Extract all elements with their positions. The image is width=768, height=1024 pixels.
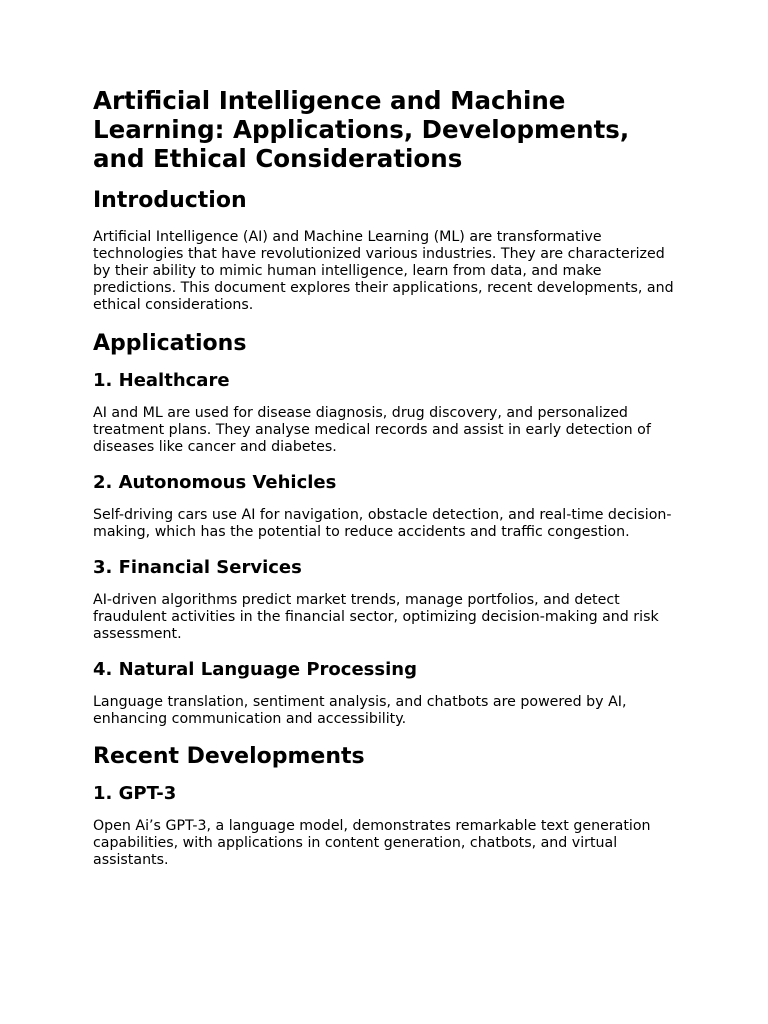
subheading-financial-services: 3. Financial Services (93, 557, 302, 578)
subheading-healthcare: 1. Healthcare (93, 370, 230, 391)
paragraph-gpt-3: Open Ai’s GPT-3, a language model, demonstrates remarkable text generation capabilities, with applications in content generation, chatbots, and virtual assistants. (93, 818, 651, 868)
subheading-natural-language-processing: 4. Natural Language Processing (93, 659, 417, 680)
subheading-gpt-3: 1. GPT-3 (93, 783, 177, 804)
paragraph-natural-language-processing: Language translation, sentiment analysis, and chatbots are powered by AI, enhancing communication and accessibility. (93, 694, 627, 727)
section-heading-introduction: Introduction (93, 188, 247, 213)
paragraph-financial-services: AI-driven algorithms predict market trends, manage portfolios, and detect fraudulent activities in the financial sector, optimizing decision-making and risk assessment. (93, 592, 659, 642)
document-title: Artificial Intelligence and Machine Learning: Applications, Developments, and Ethical Considerations (93, 86, 630, 173)
paragraph-healthcare: AI and ML are used for disease diagnosis, drug discovery, and personalized treatment plans. They analyse medical records and assist in early detection of diseases like cancer and diabetes. (93, 405, 651, 455)
document-page (93, 86, 683, 869)
introduction-paragraph: Artificial Intelligence (AI) and Machine Learning (ML) are transformative technologies that have revolutionized various industries. They are characterized by their ability to mimic human intelligence, learn from data, and make predictions. This document explores their applications, recent developments, and ethical considerations. (93, 229, 674, 313)
section-heading-applications: Applications (93, 331, 247, 356)
section-heading-recent-developments: Recent Developments (93, 744, 365, 769)
subheading-autonomous-vehicles: 2. Autonomous Vehicles (93, 472, 337, 493)
paragraph-autonomous-vehicles: Self-driving cars use AI for navigation, obstacle detection, and real-time decision-making, which has the potential to reduce accidents and traffic congestion. (93, 507, 672, 540)
